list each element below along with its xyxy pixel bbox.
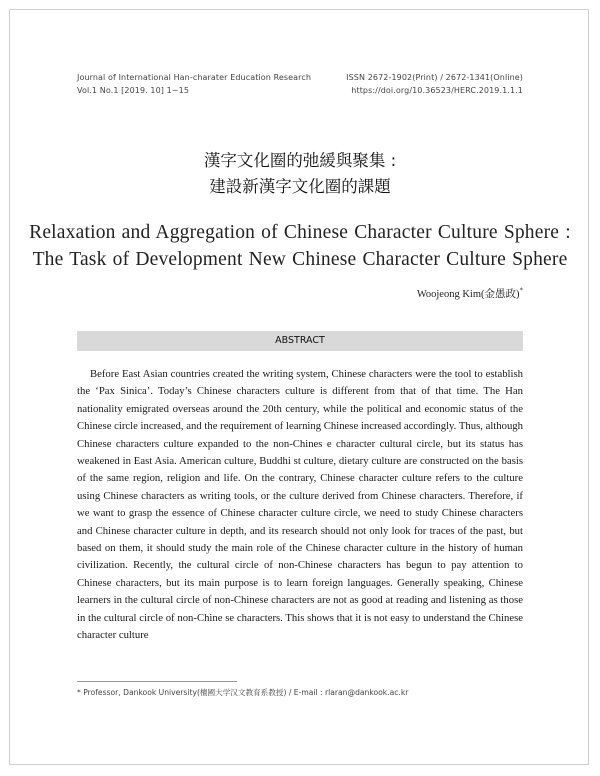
english-title — [0, 219, 600, 273]
issn: ISSN 2672-1902(Print) / 2672-1341(Online) — [346, 73, 523, 82]
header-right — [346, 71, 523, 97]
footnote: * Professor, Dankook University(檀國大学汉文教育系教授) / E-mail : rlaran@dankook.ac.kr — [77, 688, 409, 697]
journal-name: Journal of International Han-charater Education Research — [77, 73, 312, 82]
header-left — [77, 71, 311, 97]
doi-link[interactable]: https://doi.org/10.36523/HERC.2019.1.1.1 — [351, 86, 523, 95]
chinese-title-line-2: 建設新漢字文化圈的課題 — [209, 177, 391, 196]
footnote-divider — [77, 681, 237, 682]
abstract-heading: ABSTRACT — [77, 331, 523, 351]
english-title-line-2: The Task of Development New Chinese Character Culture Sphere — [32, 249, 568, 270]
volume-info: Vol.1 No.1 [2019. 10] 1~15 — [77, 86, 190, 95]
chinese-title — [0, 148, 600, 200]
abstract-text: Before East Asian countries created the writing system, Chinese characters were the tool to establish the ‘Pax Sinica’. Today’s Chinese characters culture is different from that of that time. The Han nationality emigrated overseas around the 20th century, while the political and economic status of the Chinese circle increased, and the requirement of learning Chinese increased accordingly. Thus, although Chinese characters culture expanded to the non-Chines e character cultural circle, but its status has weakened in East Asia. American culture, Buddhi st culture, dietary culture are constructed on the basis of the same region, religion and life. On the contrary, Chinese character culture refers to the culture using Chinese characters as writing tools, or the culture derived from Chinese characters. Therefore, if we want to grasp the essence of Chinese character culture circle, we need to study Chinese characters and Chinese character culture in depth, and its research should not only look for traces of the past, but based on them, it should study the main role of the Chinese character culture in the history of human civilization. Recently, the cultural circle of non-Chinese characters has begun to pay attention to Chinese characters, but its main purpose is to learn foreign languages. Generally speaking, Chinese learners in the cultural circle of non-Chinese characters are not as good at reading and listening as those in the cultural circle of non-Chine se characters. This shows that it is not easy to understand the Chinese character culture — [77, 368, 523, 642]
chinese-title-line-1: 漢字文化圈的弛緩與聚集 : — [203, 151, 397, 170]
english-title-line-1: Relaxation and Aggregation of Chinese Character Culture Sphere : — [29, 222, 571, 243]
author-line — [417, 286, 523, 301]
author-footnote-mark: * — [519, 286, 523, 295]
author-name: Woojeong Kim(金愚政) — [416, 289, 520, 300]
